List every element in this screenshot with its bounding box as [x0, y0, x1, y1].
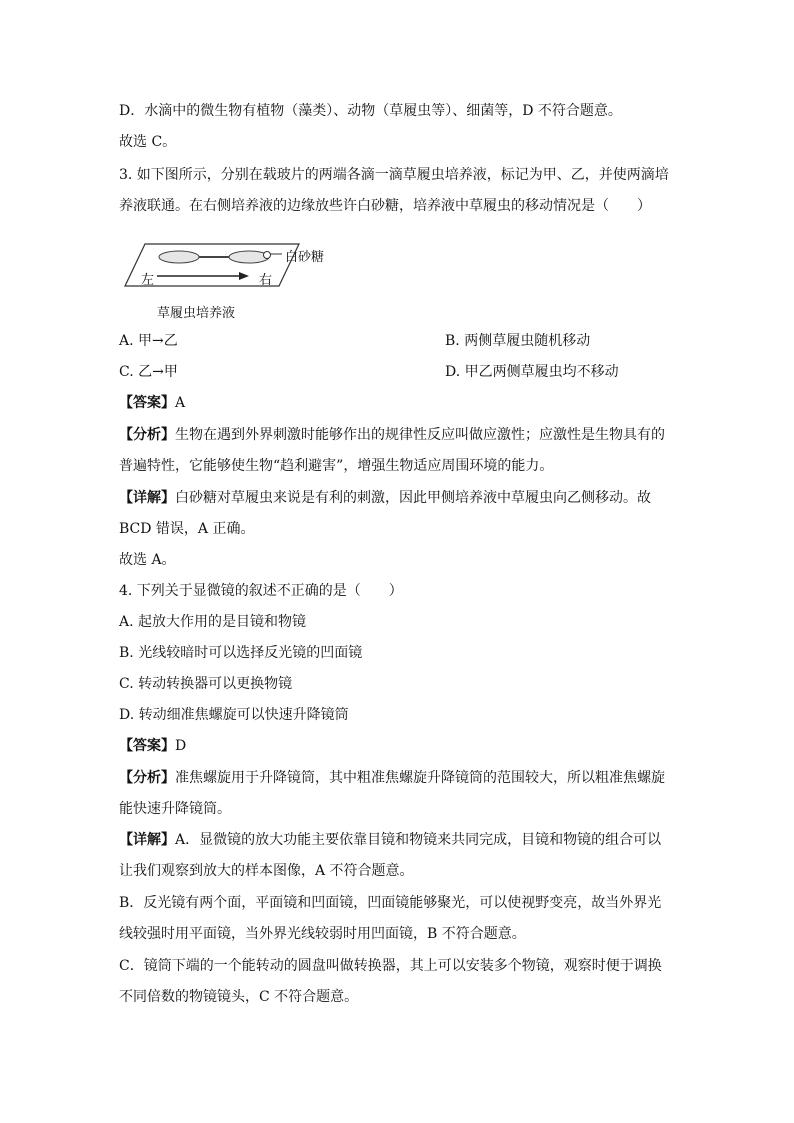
- q3-option-b: B. 两侧草履虫随机移动: [445, 333, 591, 349]
- analysis-text: 准焦螺旋用于升降镜筒，其中粗准焦螺旋升降镜筒的范围较大，所以粗准焦螺旋: [175, 770, 665, 786]
- question-4-text: 4. 下列关于显微镜的叙述不正确的是（ ）: [119, 583, 403, 599]
- detail-tag: 【详解】: [119, 832, 175, 848]
- q3-answer: [119, 393, 185, 413]
- q3-option-c: C. 乙→甲: [119, 364, 178, 380]
- text-line: 故选 C。: [119, 134, 177, 150]
- q4-option-c: C. 转动转换器可以更换物镜: [119, 676, 293, 692]
- question-3-text: 养液联通。在右侧培养液的边缘放些许白砂糖，培养液中草履虫的移动情况是（ ）: [119, 198, 651, 214]
- sugar-icon: [264, 252, 271, 259]
- answer-tag: 【答案】: [119, 395, 175, 411]
- analysis-tag: 【分析】: [119, 427, 175, 443]
- text-line: D．水滴中的微生物有植物（藻类）、动物（草履虫等）、细菌等，D 不符合题意。: [119, 103, 622, 119]
- q3-detail: [119, 488, 651, 508]
- q4-detail-cont: 让我们观察到放大的样本图像，A 不符合题意。: [119, 863, 414, 879]
- q4-option-b: B. 光线较暗时可以选择反光镜的凹面镜: [119, 645, 363, 661]
- question-3-text: 3. 如下图所示，分别在载玻片的两端各滴一滴草履虫培养液，标记为甲、乙，并使两滴培: [119, 167, 669, 183]
- arrow-right-icon: [239, 272, 249, 280]
- sugar-label: 白砂糖: [285, 250, 325, 265]
- q4-detail: [119, 830, 661, 850]
- detail-tag: 【详解】: [119, 490, 175, 506]
- q3-conclusion: 故选 A。: [119, 552, 176, 568]
- answer-value: A: [175, 395, 186, 411]
- drop-left-shape: [159, 251, 199, 263]
- analysis-tag: 【分析】: [119, 770, 175, 786]
- detail-text: 白砂糖对草履虫来说是有利的刺激，因此甲侧培养液中草履虫向乙侧移动。故: [175, 490, 651, 506]
- q3-detail-cont: BCD 错误，A 正确。: [119, 521, 255, 537]
- q4-analysis-cont: 能快速升降镜筒。: [119, 801, 231, 817]
- q4-option-d: D. 转动细准焦螺旋可以快速升降镜筒: [119, 707, 349, 723]
- left-label: 左: [141, 273, 155, 288]
- detail-text: A．显微镜的放大功能主要依靠目镜和物镜来共同完成，目镜和物镜的组合可以: [175, 832, 662, 848]
- q3-analysis-cont: 普遍特性，它能够使生物“趋利避害”，增强生物适应周围环境的能力。: [119, 458, 554, 474]
- drop-right-shape: [229, 251, 269, 263]
- q3-option-d: D. 甲乙两侧草履虫均不移动: [445, 364, 619, 380]
- slide-figure: [119, 238, 379, 326]
- q4-answer: [119, 736, 186, 756]
- answer-value: D: [175, 738, 187, 754]
- q4-option-a: A. 起放大作用的是目镜和物镜: [119, 614, 307, 630]
- right-label: 右: [259, 273, 273, 288]
- answer-tag: 【答案】: [119, 738, 175, 754]
- q4-analysis: [119, 768, 665, 788]
- figure-caption: 草履虫培养液: [157, 306, 236, 321]
- q3-option-a: A. 甲→乙: [119, 333, 178, 349]
- q4-detail-b-cont: 线较强时用平面镜，当外界光线较弱时用凹面镜，B 不符合题意。: [119, 926, 526, 942]
- analysis-text: 生物在遇到外界刺激时能够作出的规律性反应叫做应激性；应激性是生物具有的: [175, 427, 665, 443]
- q3-analysis: [119, 425, 665, 445]
- q4-detail-c: C．镜筒下端的一个能转动的圆盘叫做转换器，其上可以安装多个物镜，观察时便于调换: [119, 958, 662, 974]
- q4-detail-c-cont: 不同倍数的物镜镜头，C 不符合题意。: [119, 989, 359, 1005]
- q4-detail-b: B．反光镜有两个面，平面镜和凹面镜，凹面镜能够聚光，可以使视野变亮，故当外界光: [119, 895, 662, 911]
